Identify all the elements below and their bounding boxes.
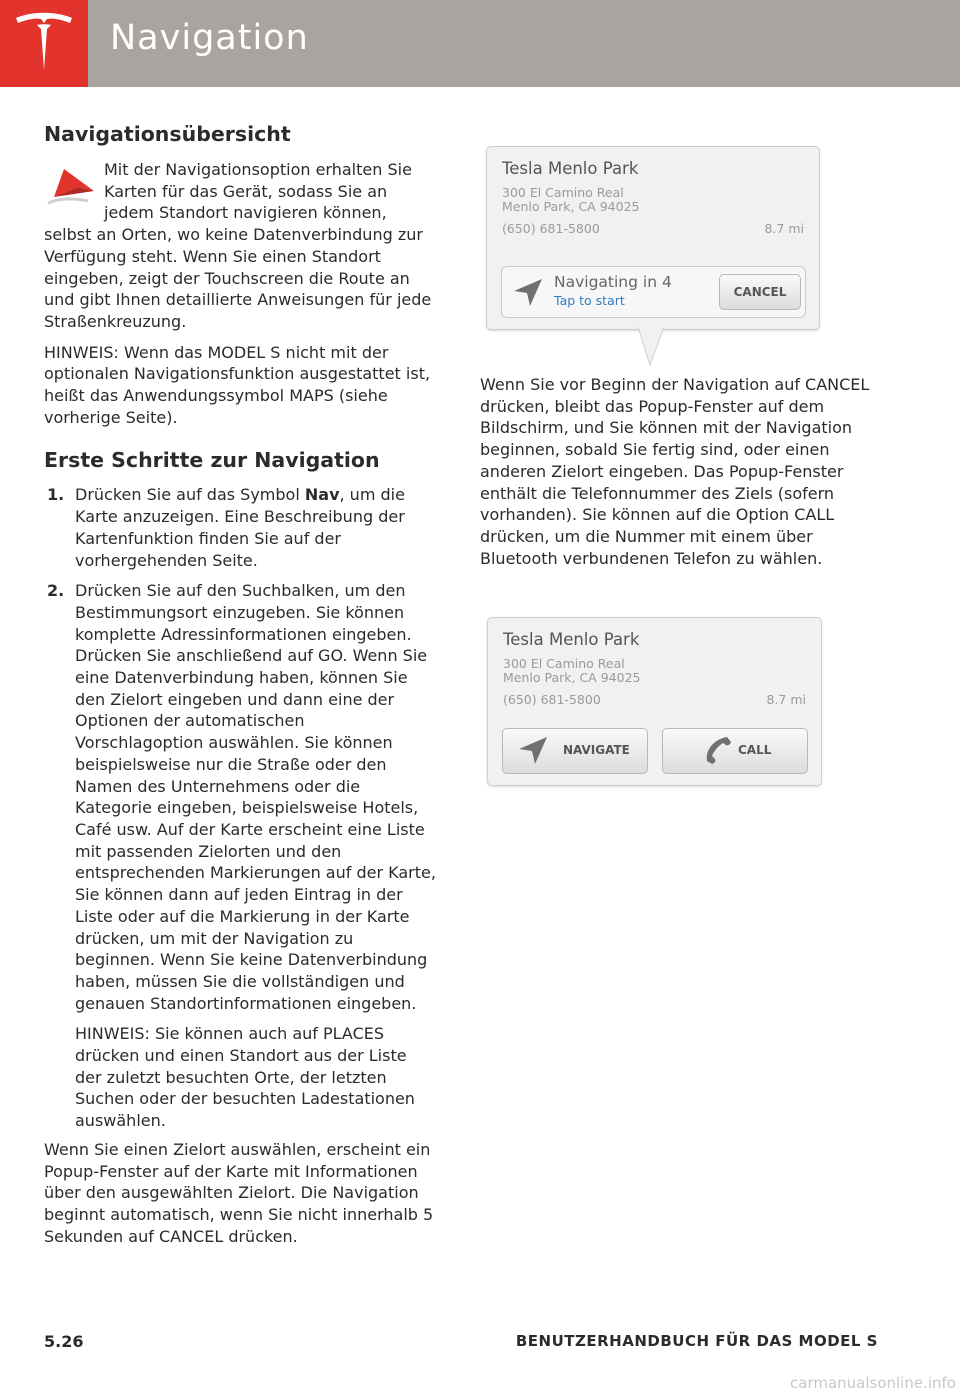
page-number: 5.26 xyxy=(44,1332,84,1351)
section-title: Navigation xyxy=(110,18,309,58)
heading-first-steps: Erste Schritte zur Navigation xyxy=(44,448,380,473)
address-line-2: Menlo Park, CA 94025 xyxy=(502,199,640,214)
distance: 8.7 mi xyxy=(766,692,806,707)
step-text: Drücken Sie auf den Suchbalken, um den Bestimmungsort einzugeben. Sie können komplette Adressinformationen eingeben. Drücken Sie anschließend auf GO. Wenn Sie eine Datenverbindung haben, können Sie den Zielort eingeben und dann eine der Optionen der automatischen Vorschlagoption auswählen. Sie können beispielsweise nur die Straße oder den Namen des Unternehmens oder die Kategorie eingeben, beispielsweise Hotels, Café usw. Auf der Karte erscheint eine Liste mit passenden Zielorten und den entsprechenden Markierungen auf der Karte, Sie können dann auf jeden Eintrag in der Liste oder auf die Markierung in der Karte drücken, um mit der Navigation zu beginnen. Wenn Sie keine Datenverbindung haben, müssen Sie die vollständigen und genauen Standortinformationen eingeben. xyxy=(75,581,436,1013)
page-header xyxy=(0,0,960,87)
cancel-button[interactable]: CANCEL xyxy=(719,274,801,310)
nav-symbol-label: Nav xyxy=(304,485,340,505)
place-name: Tesla Menlo Park xyxy=(503,630,640,649)
watermark: carmanualsonline.info xyxy=(790,1374,956,1392)
list-item xyxy=(44,580,436,1132)
right-column xyxy=(480,374,875,569)
tesla-logo xyxy=(0,0,88,87)
tap-to-start-link[interactable]: Tap to start xyxy=(554,293,625,308)
navigate-button[interactable] xyxy=(502,728,648,774)
phone-number: (650) 681-5800 xyxy=(503,692,601,707)
note-places-paragraph: HINWEIS: Sie können auch auf PLACES drücken und einen Standort aus der Liste der zuletzt besuchten Orte, der letzten Suchen oder der besuchten Ladestationen auswählen. xyxy=(75,1024,415,1131)
address-line-2: Menlo Park, CA 94025 xyxy=(503,670,641,685)
navigating-bar[interactable] xyxy=(501,266,806,318)
cancel-info-paragraph: Wenn Sie vor Beginn der Navigation auf CANCEL drücken, bleibt das Popup-Fenster auf dem Bildschirm, und Sie können mit der Navigation beginnen, sobald Sie fertig sind, oder einen anderen Zielort eingeben. Das Popup-Fenster enthält die Telefonnummer des Ziels (sofern vorhanden). Sie können auf die Option CALL drücken, um die Nummer mit einem über Bluetooth verbundenen Telefon zu wählen. xyxy=(480,375,870,568)
call-button[interactable] xyxy=(662,728,808,774)
tesla-logo-icon xyxy=(14,12,74,74)
step-text: Drücken Sie auf das Symbol Nav, um die Karte anzuzeigen. Eine Beschreibung der Kartenfunktion finden Sie auf der vorhergehenden Seite. xyxy=(75,485,405,570)
call-label: CALL xyxy=(738,743,772,757)
left-column xyxy=(44,122,436,1247)
popup-navigating-screenshot xyxy=(486,146,820,330)
address-line-1: 300 El Camino Real xyxy=(502,185,624,200)
navigate-label: NAVIGATE xyxy=(563,743,630,757)
phone-icon xyxy=(703,735,733,765)
address-line-1: 300 El Camino Real xyxy=(503,656,625,671)
popup-pointer xyxy=(636,327,666,367)
heading-navigation-overview: Navigationsübersicht xyxy=(44,122,291,146)
list-item xyxy=(44,484,436,571)
intro-paragraph: Mit der Navigationsoption erhalten Sie Karten für das Gerät, sodass Sie an jedem Standort navigieren können, selbst an Orten, wo keine Datenverbindung zur Verfügung steht. Wenn Sie einen Standort eingeben, zeigt der Touchscreen die Route an und gibt Ihnen detaillierte Anweisungen für jede Straßenkreuzung. xyxy=(44,160,432,331)
popup-navigate-call-screenshot xyxy=(487,617,822,786)
popup-paragraph: Wenn Sie einen Zielort auswählen, erscheint ein Popup-Fenster auf der Karte mit Informationen über den ausgewählten Zielort. Die Navigation beginnt automatisch, wenn Sie nicht innerhalb 5 Sekunden auf CANCEL drücken. xyxy=(44,1139,434,1246)
steps-list xyxy=(44,484,436,1131)
nav-arrow-icon xyxy=(517,735,549,765)
step-number: 2. xyxy=(47,581,65,601)
navigating-countdown: Navigating in 4 xyxy=(554,273,672,291)
place-name: Tesla Menlo Park xyxy=(502,159,639,178)
phone-number: (650) 681-5800 xyxy=(502,221,600,236)
note-maps-paragraph: HINWEIS: Wenn das MODEL S nicht mit der optionalen Navigationsfunktion ausgestattet ist, heißt das Anwendungssymbol MAPS (siehe vorherige Seite). xyxy=(44,342,431,427)
navigation-icon xyxy=(44,167,96,207)
nav-arrow-icon xyxy=(512,277,544,307)
step-number: 1. xyxy=(47,485,65,505)
manual-title: BENUTZERHANDBUCH FÜR DAS MODEL S xyxy=(515,1332,878,1350)
distance: 8.7 mi xyxy=(764,221,804,236)
